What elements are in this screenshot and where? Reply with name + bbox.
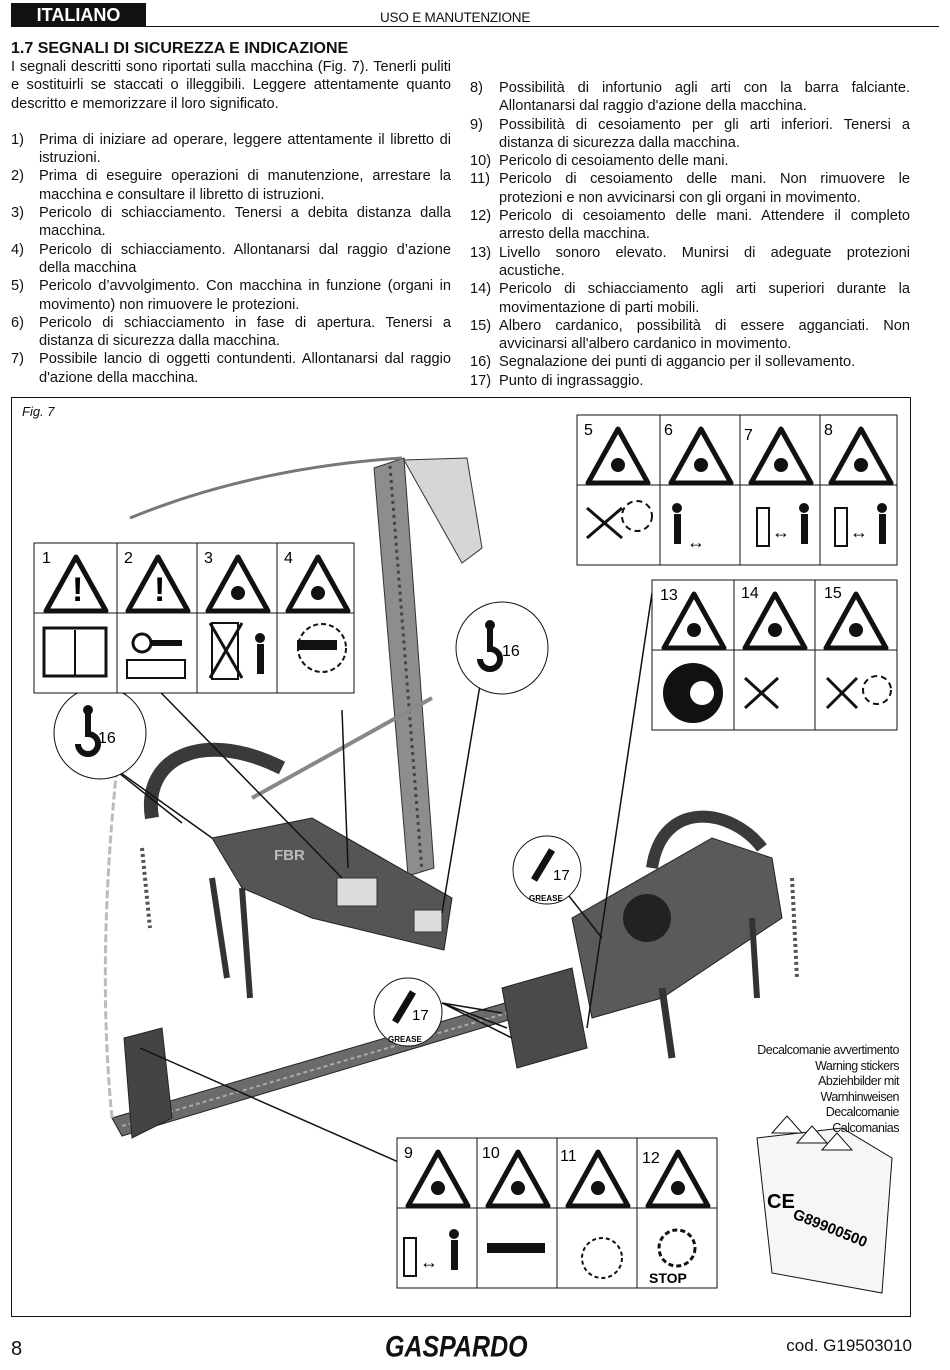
svg-text:↔: ↔: [420, 1252, 438, 1272]
item-number: 9): [470, 116, 483, 133]
right-column: [470, 79, 910, 390]
item-number: 8): [470, 80, 483, 96]
signs-group-5-8: [577, 415, 897, 565]
figure-label: Fig. 7: [22, 404, 55, 419]
sign-number-7: 7: [744, 427, 753, 444]
item-text: Pericolo di cesoiamento delle mani. Attendere il completo arresto della macchina.: [499, 208, 910, 243]
sign-number-6: 6: [664, 422, 673, 439]
item-text: Prima di iniziare ad operare, leggere attentamente il libretto di istruzioni.: [39, 131, 451, 167]
svg-text:↔: ↔: [850, 522, 868, 542]
sign-number-5: 5: [584, 422, 593, 439]
list-item: [470, 170, 910, 207]
sign-number-9: 9: [404, 1145, 413, 1162]
sign-number-2: 2: [124, 550, 133, 567]
item-number: 11): [470, 171, 491, 188]
grease-label: 17: [412, 1007, 429, 1024]
header-rule: [11, 26, 939, 27]
grease-callout-lower: [374, 978, 442, 1046]
machine-illustration: [12, 398, 912, 1318]
item-number: 10): [470, 153, 492, 170]
item-number: 5): [11, 278, 24, 295]
list-item: [470, 116, 910, 153]
grease-label: 17: [553, 867, 570, 884]
sign-number-4: 4: [284, 550, 293, 567]
brand-logo: GASPARDO: [385, 1330, 528, 1364]
svg-text:!: !: [154, 571, 166, 609]
sign-number-8: 8: [824, 422, 833, 439]
item-text: Pericolo di schiacciamento. Tenersi a debita distanza dalla macchina.: [39, 205, 451, 240]
list-item: [11, 350, 451, 387]
item-text: Pericolo di cesoiamento delle mani.: [499, 153, 729, 170]
document-code: cod. G19503010: [786, 1336, 912, 1355]
sign-number-15: 15: [824, 585, 842, 602]
ce-mark: CE: [767, 1191, 795, 1213]
item-text: Livello sonoro elevato. Munirsi di adeguate protezioni acustiche.: [499, 244, 910, 279]
machine-brand: FBR: [274, 847, 305, 864]
list-item: [11, 204, 451, 241]
grease-callout-upper: [513, 836, 581, 904]
lift-point-label: 16: [98, 730, 116, 747]
figure-7: [11, 397, 911, 1317]
item-text: Pericolo di cesoiamento delle mani. Non rimuovere le protezioni e non avvicinarsi con gli organi in movimento.: [499, 171, 910, 206]
item-text: Prima di eseguire operazioni di manutenzione, arrestare la macchina e consultare il libretto di istruzioni.: [39, 168, 451, 203]
signs-group-9-12: [397, 1138, 717, 1288]
item-number: 7): [11, 351, 24, 368]
sign-number-11: 11: [560, 1148, 577, 1165]
item-text: Pericolo di schiacciamento. Allontanarsi dal raggio d’azione della macchina: [39, 241, 451, 276]
list-item: [11, 241, 451, 278]
sign-number-13: 13: [660, 587, 678, 604]
svg-text:↔: ↔: [772, 522, 790, 542]
decal-line: Decalcomanie: [825, 1105, 899, 1119]
item-text: Possibilità di infortunio agli arti con la barra falciante. Allontanarsi dal raggio d'azione della macchina.: [499, 80, 910, 115]
item-number: 14): [470, 281, 492, 298]
item-text: Possibilità di cesoiamento per gli arti inferiori. Tenersi a distanza di sicurezza dalla macchina.: [499, 116, 910, 151]
decal-line: Calcomanias: [832, 1120, 899, 1135]
item-text: Pericolo di schiacciamento agli arti superiori durante la movimentazione di parti mobili.: [499, 281, 910, 316]
left-column: [11, 40, 451, 387]
stop-text: STOP: [649, 1270, 687, 1286]
list-item: [11, 131, 451, 168]
list-item: [470, 317, 910, 354]
decal-line: Decalcomanie avvertimento: [757, 1043, 899, 1057]
item-text: Albero cardanico, possibilità di essere agganciati. Non avvicinarsi all'albero cardanico in movimento.: [499, 317, 910, 353]
list-item: [470, 244, 910, 281]
item-number: 13): [470, 244, 492, 261]
sign-number-10: 10: [482, 1145, 500, 1162]
list-item: [11, 314, 451, 351]
sign-number-12: 12: [642, 1150, 660, 1167]
decal-line: Abziehbilder mit: [818, 1074, 899, 1088]
item-text: Pericolo d’avvolgimento. Con macchina in funzione (organi in movimento) non rimuovere le protezioni.: [39, 278, 451, 313]
decal-kit-sheet: [757, 1116, 892, 1293]
signs-group-13-15: [652, 580, 897, 730]
list-item: [470, 280, 910, 317]
list-item: [11, 167, 451, 204]
sign-number-1: 1: [42, 550, 51, 567]
list-item: [470, 353, 910, 371]
machine-folded: [130, 458, 482, 998]
decal-line: Warning stickers: [815, 1058, 899, 1073]
signs-group-1-4: [34, 543, 354, 693]
warnings-list-right: [470, 79, 910, 390]
kit-code: G89900500: [790, 1205, 870, 1252]
item-text: Punto di ingrassaggio.: [499, 372, 644, 389]
item-number: 3): [11, 205, 24, 222]
section-intro: I segnali descritti sono riportati sulla macchina (Fig. 7). Tenerli puliti e sostituirli se staccati o illeggibili. Leggere attentamente quanto descritto e memorizzare il loro significato.: [11, 59, 451, 112]
list-item: [470, 372, 910, 390]
decal-caption: [749, 1043, 899, 1136]
running-head: USO E MANUTENZIONE: [380, 10, 531, 25]
item-number: 4): [11, 241, 24, 258]
item-number: 15): [470, 317, 492, 334]
list-item: [470, 79, 910, 116]
page-number: 8: [11, 1338, 23, 1360]
item-text: Possibile lancio di oggetti contundenti. Allontanarsi dal raggio d'azione della macchina.: [39, 351, 451, 386]
language-tab: ITALIANO: [11, 3, 146, 27]
list-item: [11, 277, 451, 314]
lift-point-callout-right: [456, 602, 548, 694]
grease-text: GREASE: [529, 894, 563, 903]
item-number: 1): [11, 131, 24, 148]
lift-point-label: 16: [502, 643, 520, 660]
item-number: 6): [11, 314, 24, 331]
item-number: 2): [11, 168, 24, 185]
decal-line: Warnhinweisen: [820, 1089, 899, 1104]
list-item: [470, 207, 910, 244]
lift-point-callout-left: [54, 687, 146, 779]
grease-text: GREASE: [388, 1035, 422, 1044]
warnings-list-left: [11, 131, 451, 387]
item-number: 17): [470, 372, 492, 389]
sign-number-3: 3: [204, 550, 213, 567]
item-text: Segnalazione dei punti di aggancio per il sollevamento.: [499, 354, 856, 371]
item-number: 16): [470, 354, 492, 371]
svg-text:!: !: [72, 571, 84, 609]
section-title: 1.7 SEGNALI DI SICUREZZA E INDICAZIONE: [11, 40, 349, 57]
svg-text:↔: ↔: [687, 532, 705, 552]
sign-number-14: 14: [741, 585, 759, 602]
list-item: [470, 152, 910, 170]
item-text: Pericolo di schiacciamento in fase di apertura. Tenersi a distanza di sicurezza dalla macchina.: [39, 314, 451, 350]
item-number: 12): [470, 208, 492, 225]
